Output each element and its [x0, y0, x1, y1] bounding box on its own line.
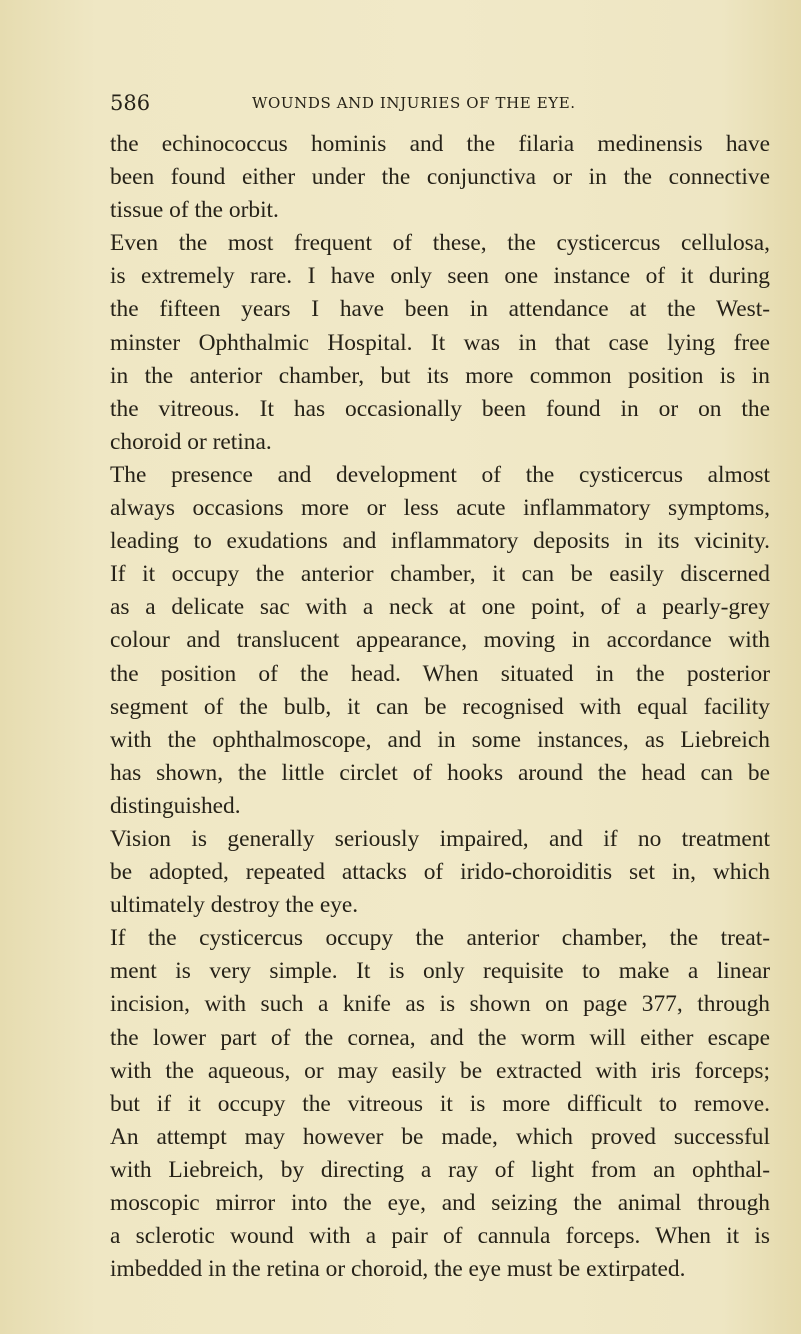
text-line: choroid or retina.	[110, 428, 272, 455]
text-line: always occasions more or less acute inflammatory symptoms,	[110, 495, 770, 522]
text-line: segment of the bulb, it can be recognised with equal facility	[110, 693, 770, 720]
text-line: tissue of the orbit.	[110, 197, 279, 224]
text-line: imbedded in the retina or choroid, the eye must be extirpated.	[110, 1256, 686, 1283]
text-line: incision, with such a knife as is shown on page 377, through	[110, 991, 770, 1018]
text-line: but if it occupy the vitreous it is more difficult to remove.	[110, 1090, 770, 1117]
text-line: been found either under the conjunctiva or in the connective	[110, 164, 770, 191]
page-number: 586	[110, 91, 151, 115]
text-line: in the anterior chamber, but its more common position is in	[110, 362, 770, 389]
text-line: with the ophthalmoscope, and in some instances, as Liebreich	[110, 726, 770, 753]
text-line: with the aqueous, or may easily be extracted with iris forceps;	[110, 1057, 770, 1084]
text-line: is extremely rare. I have only seen one instance of it during	[110, 263, 770, 290]
text-line: with Liebreich, by directing a ray of light from an ophthal-	[110, 1156, 770, 1183]
text-line: Vision is generally seriously impaired, and if no treatment	[110, 825, 770, 852]
text-line: a sclerotic wound with a pair of cannula forceps. When it is	[110, 1223, 770, 1250]
text-line: the lower part of the cornea, and the worm will either escape	[110, 1024, 770, 1051]
text-line: If it occupy the anterior chamber, it can be easily discerned	[110, 561, 770, 588]
text-line: colour and translucent appearance, moving in accordance with	[110, 627, 770, 654]
text-line: If the cysticercus occupy the anterior chamber, the treat-	[110, 925, 770, 952]
text-line: distinguished.	[110, 792, 241, 819]
text-line: as a delicate sac with a neck at one point, of a pearly-grey	[110, 594, 770, 621]
text-line: the echinococcus hominis and the filaria medinensis have	[110, 131, 770, 157]
text-line: the position of the head. When situated in the posterior	[110, 660, 770, 687]
text-line: ultimately destroy the eye.	[110, 892, 359, 919]
body-text	[110, 128, 770, 1286]
text-line: the fifteen years I have been in attendance at the West-	[110, 296, 770, 323]
text-line: The presence and development of the cysticercus almost	[110, 461, 770, 488]
text-line: An attempt may however be made, which proved successful	[110, 1123, 770, 1150]
text-line: be adopted, repeated attacks of irido-choroiditis set in, which	[110, 859, 770, 886]
text-line: minster Ophthalmic Hospital. It was in that case lying free	[110, 329, 770, 356]
text-line: ment is very simple. It is only requisite to make a linear	[110, 958, 770, 985]
page-header	[110, 90, 710, 116]
running-head: WOUNDS AND INJURIES OF THE EYE.	[252, 94, 576, 112]
text-line: Even the most frequent of these, the cysticercus cellulosa,	[110, 230, 770, 257]
text-line: the vitreous. It has occasionally been found in or on the	[110, 395, 770, 422]
text-line: has shown, the little circlet of hooks around the head can be	[110, 759, 770, 786]
text-line: leading to exudations and inflammatory deposits in its vicinity.	[110, 528, 770, 555]
text-line: moscopic mirror into the eye, and seizing the animal through	[110, 1190, 770, 1216]
